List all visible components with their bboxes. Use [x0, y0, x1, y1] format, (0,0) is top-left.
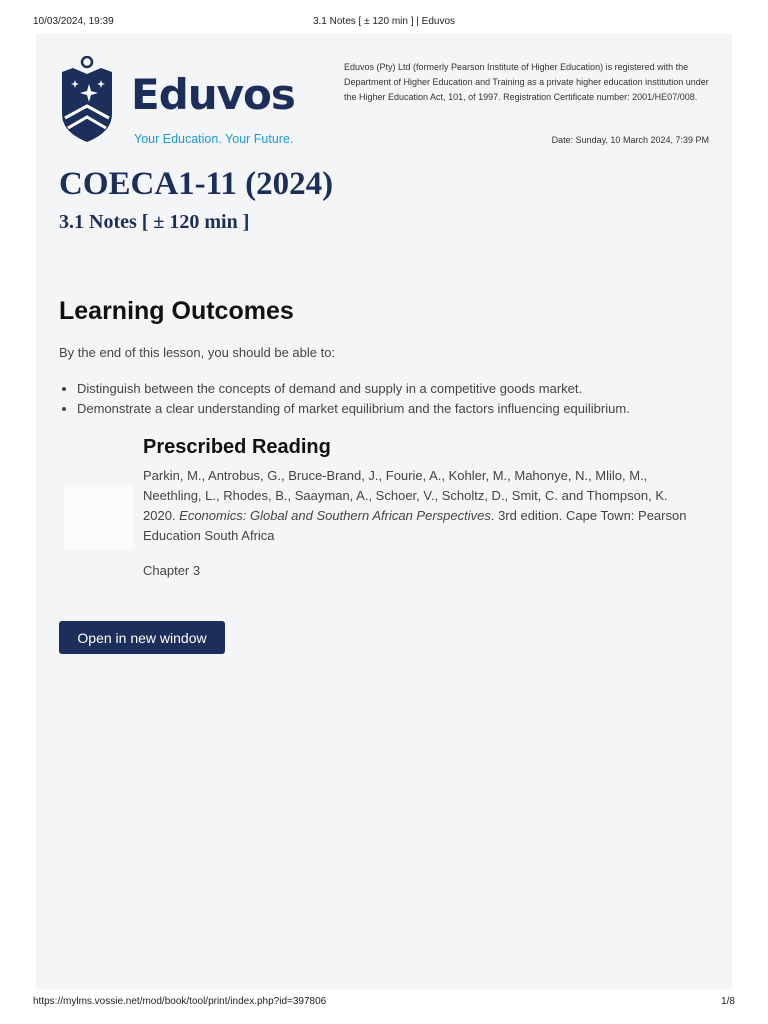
logo-wordmark: Eduvos: [131, 70, 295, 119]
logo-tagline: Your Education. Your Future.: [134, 132, 294, 146]
document-page: [36, 34, 732, 989]
eduvos-logo: [59, 56, 319, 144]
print-url: https://mylms.vossie.net/mod/book/tool/print/index.php?id=397806: [33, 996, 327, 1007]
print-date: Date: Sunday, 10 March 2024, 7:39 PM: [551, 135, 709, 145]
print-footer: [0, 996, 768, 1010]
crest-icon: [59, 56, 115, 144]
citation-authors: Parkin, M., Antrobus, G., Bruce-Brand, J., Fourie, A., Kohler, M., Mahonye, N., Mlilo, M., Neethling, L., Rhodes, B., Saayman, A., Schoer, V., Scholtz, D., Smit, C. and Thompson, K. 2020.: [143, 468, 668, 523]
citation-book-title: Economics: Global and Southern African Perspectives: [179, 508, 491, 523]
print-datetime: 10/03/2024, 19:39: [33, 16, 114, 27]
open-in-new-window-button[interactable]: Open in new window: [59, 621, 225, 654]
course-title: COECA1-11 (2024): [59, 166, 334, 202]
print-header: [0, 16, 768, 30]
registration-note: Eduvos (Pty) Ltd (formerly Pearson Institute of Higher Education) is registered with the Department of Higher Education and Training as a private higher education institution under the Higher Education Act, 101, of 1997. Registration Certificate number: 2001/HE07/008.: [344, 62, 709, 102]
learning-outcomes-heading: Learning Outcomes: [59, 297, 294, 325]
list-item: • Distinguish between the concepts of demand and supply in a competitive goods market.: [77, 379, 630, 399]
prescribed-reading-chapter: Chapter 3: [143, 563, 201, 578]
prescribed-reading-citation: [143, 466, 703, 546]
learning-outcomes-list: [59, 379, 630, 419]
book-cover-image: [64, 485, 133, 550]
book-title: 3.1 Notes [ ± 120 min ]: [59, 211, 250, 233]
prescribed-reading-heading: Prescribed Reading: [143, 436, 331, 458]
print-page-indicator: 1/8: [721, 996, 735, 1007]
print-tab-title: 3.1 Notes [ ± 120 min ] | Eduvos: [312, 16, 456, 27]
learning-outcomes-intro: By the end of this lesson, you should be able to:: [59, 345, 336, 360]
list-item: • Demonstrate a clear understanding of market equilibrium and the factors influencing equilibrium.: [77, 399, 630, 419]
citation-publisher: . 3rd edition. Cape Town: Pearson Education South Africa: [143, 508, 687, 543]
